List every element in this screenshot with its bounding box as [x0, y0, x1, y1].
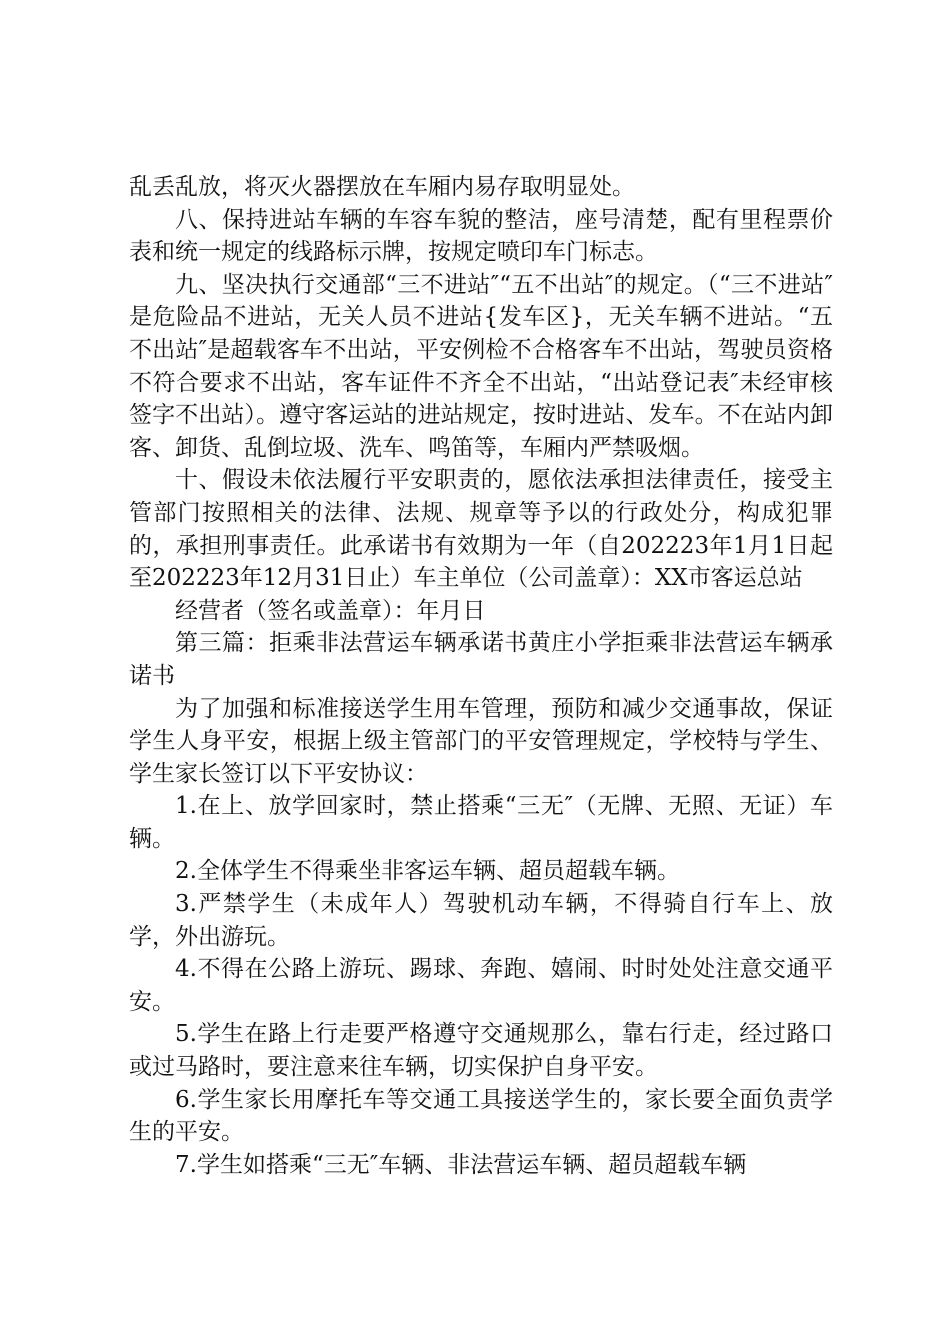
- rule-item-5: 5.学生在路上行走要严格遵守交通规那么，靠右行走，经过路口或过马路时，要注意来往车辆，切实保护自身平安。: [129, 1021, 833, 1081]
- paragraph-item-8: 八、保持进站车辆的车容车貌的整洁，座号清楚，配有里程票价表和统一规定的线路标示牌，按规定喷印车门标志。: [129, 206, 833, 266]
- paragraph-intro: 为了加强和标准接送学生用车管理，预防和减少交通事故，保证学生人身平安，根据上级主管部门的平安管理规定，学校特与学生、学生家长签订以下平安协议：: [129, 695, 833, 787]
- paragraph-item-10: 十、假设未依法履行平安职责的，愿依法承担法律责任，接受主管部门按照相关的法律、法规、规章等予以的行政处分，构成犯罪的，承担刑事责任。此承诺书有效期为一年（自202223年1月1日起至202223年12月31日止）车主单位（公司盖章）：XX市客运总站: [129, 467, 833, 592]
- rule-item-6: 6.学生家长用摩托车等交通工具接送学生的，家长要全面负责学生的平安。: [129, 1086, 833, 1146]
- rule-item-3: 3.严禁学生（未成年人）驾驶机动车辆，不得骑自行车上、放学，外出游玩。: [129, 891, 833, 950]
- section-heading-part-three: 第三篇：拒乘非法营运车辆承诺书黄庄小学拒乘非法营运车辆承诺书: [129, 630, 833, 689]
- rule-item-7: 7.学生如搭乘“三无″车辆、非法营运车辆、超员超载车辆: [175, 1151, 747, 1178]
- rule-item-4: 4.不得在公路上游玩、踢球、奔跑、嬉闹、时时处处注意交通平安。: [129, 956, 833, 1015]
- paragraph-continuation: 乱丢乱放，将灭火器摆放在车厢内易存取明显处。: [129, 174, 635, 200]
- paragraph-item-9: 九、坚决执行交通部“三不进站″“五不出站″的规定。（“三不进站″是危险品不进站，无关人员不进站{发车区}，无关车辆不进站。“五不出站″是超载客车不出站，平安例检不合格客车不出站，驾驶员资格不符合要求不出站，客车证件不齐全不出站，“出站登记表″未经审核签字不出站）。遵守客运站的进站规定，按时进站、发车。不在站内卸客、卸货、乱倒垃圾、洗车、鸣笛等，车厢内严禁吸烟。: [129, 271, 833, 461]
- document-body: [129, 171, 833, 1181]
- paragraph-signature: 经营者（签名或盖章）：年月日: [175, 597, 486, 624]
- rule-item-2: 2.全体学生不得乘坐非客运车辆、超员超载车辆。: [175, 858, 680, 885]
- rule-item-1: 1.在上、放学回家时，禁止搭乘“三无″（无牌、无照、无证）车辆。: [129, 793, 833, 852]
